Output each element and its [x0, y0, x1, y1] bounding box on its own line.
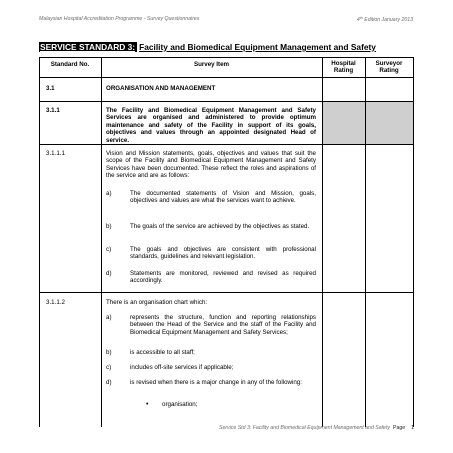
table-border-top [39, 57, 413, 58]
standard-number-3-1-1-1: 3.1.1.1 [46, 150, 65, 157]
surveyor-rating-line-1: Surveyor [375, 60, 403, 67]
column-header-standard-no: Standard No. [50, 61, 90, 68]
column-divider [365, 57, 366, 427]
list-item-label: c) [106, 364, 112, 371]
standard-intro-3-1-1-1: Vision and Mission statements, goals, objectives and values that suit the scope of the Facility and Biomedical Equipment Management and Safety Services have been documented. These reflect the roles and aspirations of the service and are as follows: [106, 150, 316, 180]
standard-heading-3-1: ORGANISATION AND MANAGEMENT [106, 85, 216, 92]
list-item-text: is accessible to all staff; [130, 349, 195, 356]
running-header-title: Malaysian Hospital Accreditation Programme - Survey Questionnaires [39, 16, 200, 22]
list-item-text: is revised when there is a major change in any of the following: [130, 379, 302, 386]
bullet-text: organisation; [162, 401, 198, 408]
list-item-text: represents the structure, function and reporting relationships between the Head of the Service and the staff of the Facility and Biomedical Equipment Management and Safety Services; [130, 314, 316, 336]
list-item [106, 190, 316, 214]
list-item-text: The documented statements of Vision and Mission, goals, objectives and values are what the services want to achieve. [130, 190, 316, 205]
section-label: SERVICE STANDARD 3: [40, 42, 136, 52]
footer-title: Service Std 3: Facility and Biomedical Equipment Management and Safety [218, 425, 390, 431]
hospital-rating-line-2: Rating [333, 67, 354, 75]
list-item [106, 364, 316, 372]
list-item-label: a) [106, 314, 112, 321]
list-item [106, 349, 316, 357]
list-item-label: b) [106, 223, 112, 230]
footer-page-label: Page [392, 425, 406, 431]
edition-number: 4 [356, 17, 360, 23]
list-item [106, 379, 316, 395]
list-item-text: The goals and objectives are consistent with professional standards, guidelines and relevant legislation. [130, 246, 316, 261]
column-header-hospital-rating [322, 60, 365, 75]
edition-suffix: th [359, 16, 363, 20]
running-header-edition [357, 16, 413, 23]
list-item-label: a) [106, 190, 112, 197]
list-item-label: d) [106, 379, 112, 386]
list-item [106, 223, 316, 239]
page-footer [219, 425, 414, 431]
column-header-surveyor-rating [365, 60, 413, 75]
column-divider [101, 57, 102, 427]
shaded-surveyor-rating-cell [365, 101, 413, 144]
standard-number-3-1-1: 3.1.1 [46, 107, 60, 114]
list-item-text: includes off-site services if applicable; [130, 364, 234, 371]
list-item-label: d) [106, 270, 112, 277]
list-item [106, 314, 316, 346]
list-item-label: b) [106, 349, 112, 356]
column-header-survey-item: Survey Item [193, 61, 230, 68]
standard-text-3-1-1: The Facility and Biomedical Equipment Management and Safety Services are organised and administered to provide optimum maintenance and safety of the Facility in support of its goals, objectives and values through an appointed designated Head of service. [106, 107, 316, 144]
hospital-rating-line-1: Hospital [331, 60, 356, 67]
row-divider [39, 292, 413, 293]
survey-table [39, 57, 413, 427]
standard-number-3-1: 3.1 [46, 85, 55, 92]
surveyor-rating-line-2: Rating [379, 67, 399, 75]
edition-text: Edition January 2013 [362, 17, 413, 23]
list-item [106, 270, 316, 286]
section-banner [39, 41, 414, 53]
table-border-left [39, 57, 40, 427]
row-divider [39, 144, 413, 145]
footer-page-number: 1 [411, 425, 414, 431]
column-divider [322, 57, 323, 427]
list-item-label: c) [106, 246, 112, 253]
row-divider [39, 101, 413, 102]
shaded-hospital-rating-cell [322, 101, 365, 144]
table-border-right [413, 57, 414, 427]
list-item-text: The goals of the service are achieved by the objectives as stated. [130, 223, 310, 230]
bullet-icon: • [146, 401, 149, 408]
row-divider [39, 77, 413, 78]
list-item [106, 246, 316, 262]
list-item-text: Statements are monitored, reviewed and revised as required accordingly. [130, 270, 316, 285]
standard-intro-3-1-1-2: There is an organisation chart which: [106, 299, 208, 306]
section-title: Facility and Biomedical Equipment Management and Safety [139, 42, 376, 52]
standard-number-3-1-1-2: 3.1.1.2 [46, 299, 65, 306]
bullet-item [146, 401, 316, 409]
